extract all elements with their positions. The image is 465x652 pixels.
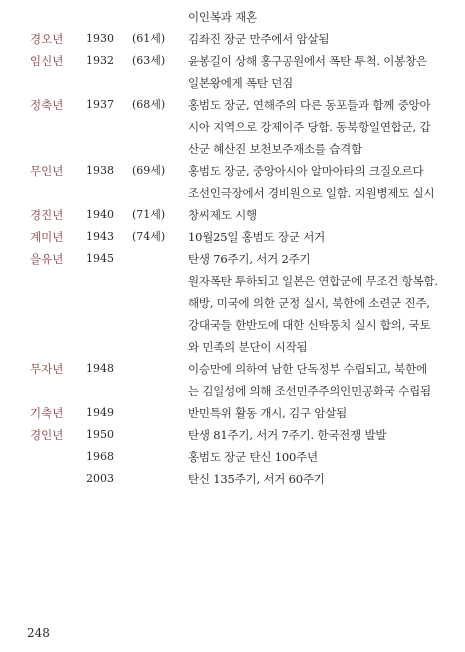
description-line: 이인복과 재혼 [188, 10, 257, 24]
event-description [188, 160, 446, 204]
year: 1948 [86, 362, 114, 375]
age: (69세) [132, 164, 166, 177]
year: 1950 [86, 428, 114, 441]
year: 1940 [86, 208, 114, 221]
description-line: 시아 지역으로 강제이주 당함. 동북항일연합군, 갑 [188, 120, 431, 134]
age: (71세) [132, 208, 166, 221]
era-name: 을유년 [30, 252, 64, 266]
description-line: 탄생 81주기, 서거 7주기. 한국전쟁 발발 [188, 428, 387, 442]
age: (63세) [132, 54, 166, 67]
description-line: 김좌진 장군 만주에서 암살됨 [188, 32, 330, 46]
era-name: 무인년 [30, 164, 64, 178]
timeline-row [0, 28, 465, 50]
event-description [188, 94, 446, 160]
age: (61세) [132, 32, 166, 45]
era-name: 경인년 [30, 428, 64, 442]
event-description [188, 446, 446, 468]
era-name: 기축년 [30, 406, 64, 420]
description-line: 홍범도 장군, 중앙아시아 알마아타의 크질오르다 [188, 164, 424, 178]
event-description [188, 358, 446, 402]
page-number: 248 [27, 626, 50, 640]
timeline-row [0, 248, 465, 358]
event-description [188, 6, 446, 28]
description-line: 홍범도 장군, 연해주의 다른 동포들과 함께 중앙아 [188, 98, 431, 112]
description-line: 창씨제도 시행 [188, 208, 257, 222]
description-line: 홍범도 장군 탄신 100주년 [188, 450, 318, 464]
timeline-row [0, 226, 465, 248]
timeline-row [0, 50, 465, 94]
event-description [188, 248, 446, 358]
year: 2003 [86, 472, 114, 485]
year: 1930 [86, 32, 114, 45]
age: (68세) [132, 98, 166, 111]
era-name: 계미년 [30, 230, 64, 244]
event-description [188, 402, 446, 424]
era-name: 경오년 [30, 32, 64, 46]
era-name: 임신년 [30, 54, 64, 68]
timeline-row [0, 468, 465, 490]
year: 1949 [86, 406, 114, 419]
timeline-row [0, 204, 465, 226]
era-name: 정축년 [30, 98, 64, 112]
timeline-row [0, 94, 465, 160]
description-line: 원자폭탄 투하되고 일본은 연합군에 무조건 항복함. [188, 274, 438, 288]
event-description [188, 226, 446, 248]
event-description [188, 468, 446, 490]
era-name: 무자년 [30, 362, 64, 376]
description-line: 강대국들 한반도에 대한 신탁통치 실시 합의, 국토 [188, 318, 431, 332]
year: 1938 [86, 164, 114, 177]
timeline-row [0, 358, 465, 402]
description-line: 산군 혜산진 보천보주재소를 습격함 [188, 142, 362, 156]
event-description [188, 50, 446, 94]
description-line: 와 민족의 분단이 시작됨 [188, 340, 308, 354]
era-name: 경진년 [30, 208, 64, 222]
timeline-row [0, 6, 465, 28]
description-line: 조선인극장에서 경비원으로 일함. 지원병제도 실시 [188, 186, 435, 200]
description-line: 는 김일성에 의해 조선민주주의인민공화국 수립됨 [188, 384, 431, 398]
year: 1968 [86, 450, 114, 463]
description-line: 탄신 135주기, 서거 60주기 [188, 472, 325, 486]
description-line: 해방, 미국에 의한 군정 실시, 북한에 소련군 진주, [188, 296, 430, 310]
description-line: 반민특위 활동 개시, 김구 암살됨 [188, 406, 348, 420]
timeline-row [0, 424, 465, 446]
event-description [188, 204, 446, 226]
timeline-row [0, 446, 465, 468]
description-line: 탄생 76주기, 서거 2주기 [188, 252, 311, 266]
year: 1937 [86, 98, 114, 111]
year: 1945 [86, 252, 114, 265]
timeline-row [0, 160, 465, 204]
event-description [188, 28, 446, 50]
event-description [188, 424, 446, 446]
description-line: 이승만에 의하여 남한 단독정부 수립되고, 북한에 [188, 362, 427, 376]
description-line: 윤봉길이 상해 홍구공원에서 폭탄 투척. 이봉창은 [188, 54, 427, 68]
chronology-table [0, 6, 465, 490]
description-line: 일본왕에게 폭탄 던짐 [188, 76, 294, 90]
description-line: 10월25일 홍범도 장군 서거 [188, 230, 326, 244]
year: 1932 [86, 54, 114, 67]
year: 1943 [86, 230, 114, 243]
age: (74세) [132, 230, 166, 243]
timeline-row [0, 402, 465, 424]
